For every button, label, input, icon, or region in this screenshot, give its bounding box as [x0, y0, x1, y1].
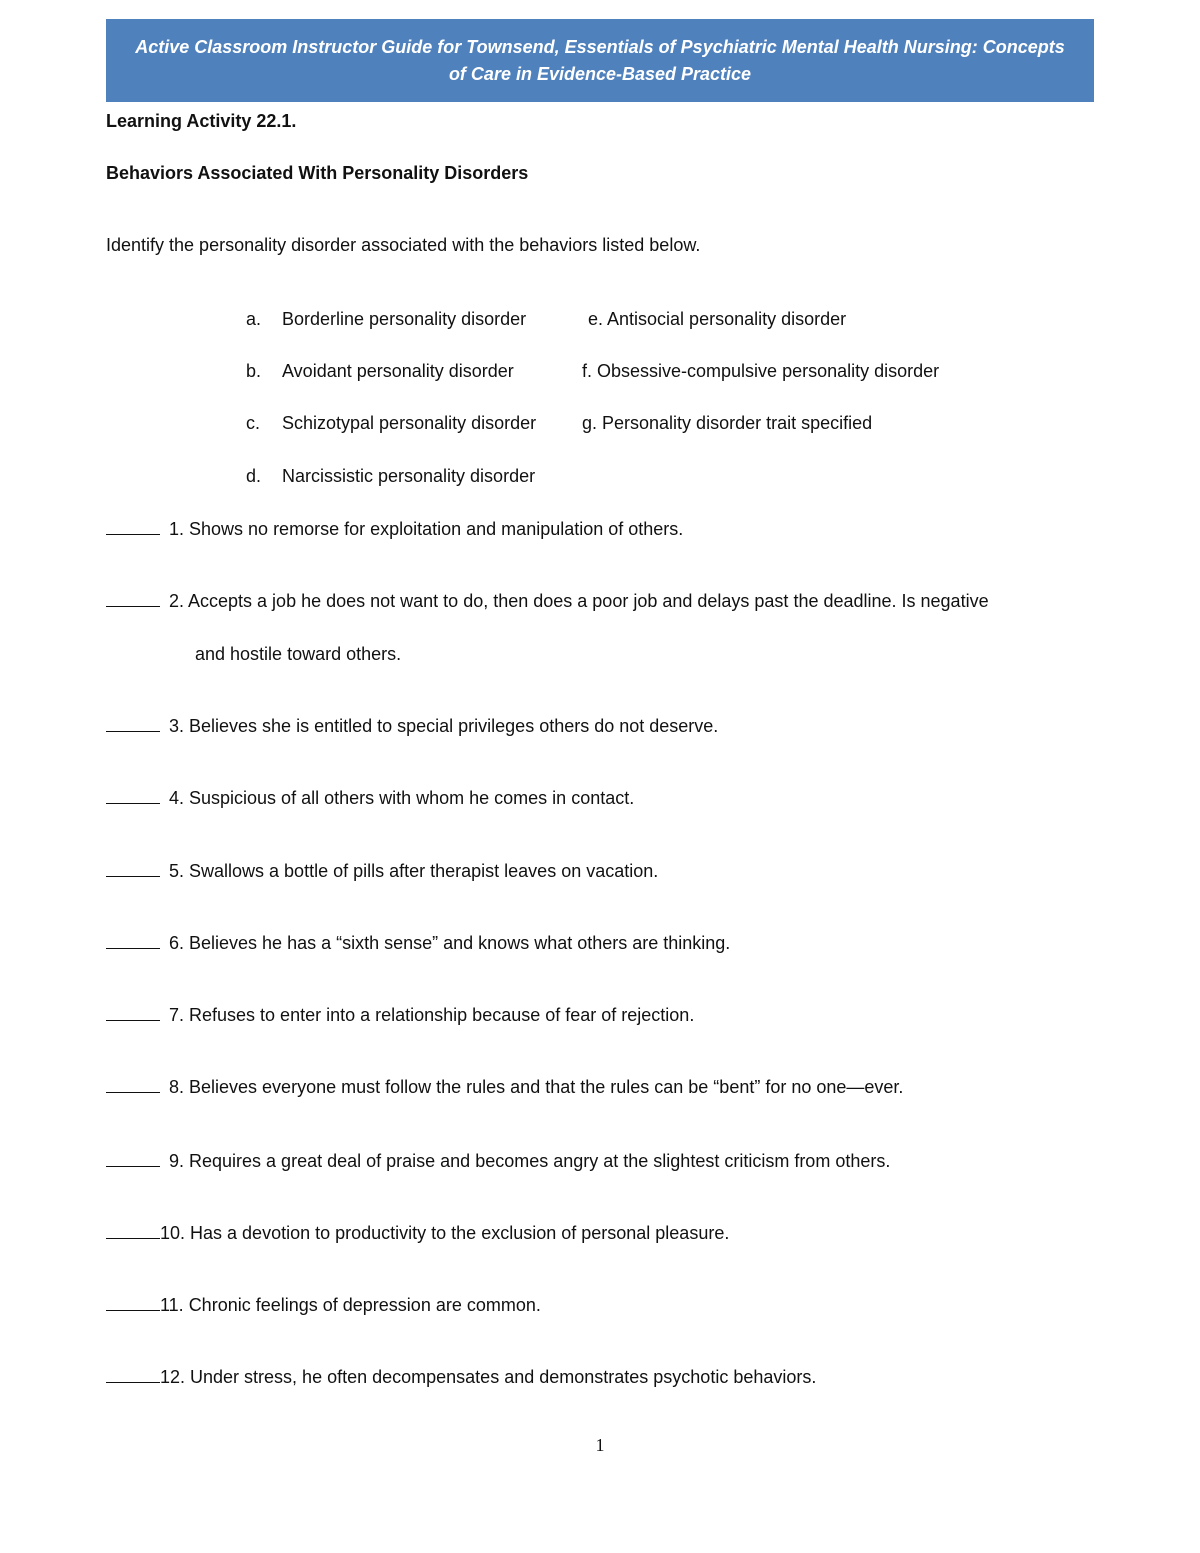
option-b-text: Avoidant personality disorder	[282, 361, 514, 381]
question-6	[106, 932, 730, 954]
answer-blank-8[interactable]	[106, 1076, 160, 1093]
activity-instructions: Identify the personality disorder associated with the behaviors listed below.	[106, 235, 701, 255]
header-title-line-1: Active Classroom Instructor Guide for Townsend, Essentials of Psychiatric Mental Health Nursing: Concepts	[135, 36, 1065, 57]
answer-blank-5[interactable]	[106, 860, 160, 877]
answer-blank-12[interactable]	[106, 1366, 160, 1383]
question-2-continuation: and hostile toward others.	[195, 644, 402, 664]
question-11-text: 11. Chronic feelings of depression are common.	[160, 1295, 541, 1315]
question-2	[106, 590, 989, 612]
question-4	[106, 787, 634, 809]
question-11	[106, 1294, 541, 1316]
question-10	[106, 1222, 729, 1244]
activity-number: Learning Activity 22.1.	[106, 111, 297, 131]
document-header-title	[135, 34, 1065, 88]
option-letter-d: d.	[246, 466, 262, 486]
answer-blank-7[interactable]	[106, 1004, 160, 1021]
answer-blank-3[interactable]	[106, 715, 160, 732]
page-number: 1	[595, 1435, 605, 1455]
question-7	[106, 1004, 694, 1026]
question-3	[106, 715, 718, 737]
answer-blank-2[interactable]	[106, 590, 160, 607]
answer-blank-9[interactable]	[106, 1150, 160, 1167]
question-5	[106, 860, 658, 882]
question-9	[106, 1150, 890, 1172]
question-8	[106, 1076, 903, 1098]
question-9-text: 9. Requires a great deal of praise and becomes angry at the slightest criticism from others.	[164, 1151, 891, 1171]
question-2-text: 2. Accepts a job he does not want to do, then does a poor job and delays past the deadline. Is negative	[164, 591, 989, 611]
question-1-text: 1. Shows no remorse for exploitation and manipulation of others.	[164, 519, 684, 539]
question-8-text: 8. Believes everyone must follow the rules and that the rules can be “bent” for no one—ever.	[164, 1077, 904, 1097]
header-banner	[106, 19, 1094, 102]
question-10-text: 10. Has a devotion to productivity to the exclusion of personal pleasure.	[160, 1223, 730, 1243]
option-letter-b: b.	[246, 361, 262, 381]
header-title-line-2: of Care in Evidence-Based Practice	[448, 63, 752, 84]
option-c-text: Schizotypal personality disorder	[282, 413, 537, 433]
question-1	[106, 518, 683, 540]
option-g-text: g. Personality disorder trait specified	[582, 413, 873, 433]
option-letter-c: c.	[246, 413, 261, 433]
option-e-text: e. Antisocial personality disorder	[588, 309, 847, 329]
activity-title: Behaviors Associated With Personality Disorders	[106, 163, 529, 183]
option-letter-a: a.	[246, 309, 262, 329]
option-f-text: f. Obsessive-compulsive personality disorder	[582, 361, 940, 381]
question-4-text: 4. Suspicious of all others with whom he comes in contact.	[164, 788, 635, 808]
answer-blank-1[interactable]	[106, 518, 160, 535]
question-7-text: 7. Refuses to enter into a relationship because of fear of rejection.	[164, 1005, 695, 1025]
answer-blank-4[interactable]	[106, 787, 160, 804]
option-a-text: Borderline personality disorder	[282, 309, 527, 329]
answer-blank-10[interactable]	[106, 1222, 160, 1239]
question-3-text: 3. Believes she is entitled to special privileges others do not deserve.	[164, 716, 719, 736]
question-12	[106, 1366, 816, 1388]
answer-blank-6[interactable]	[106, 932, 160, 949]
question-6-text: 6. Believes he has a “sixth sense” and knows what others are thinking.	[164, 933, 731, 953]
question-5-text: 5. Swallows a bottle of pills after therapist leaves on vacation.	[164, 861, 659, 881]
answer-blank-11[interactable]	[106, 1294, 160, 1311]
option-d-text: Narcissistic personality disorder	[282, 466, 536, 486]
question-12-text: 12. Under stress, he often decompensates and demonstrates psychotic behaviors.	[160, 1367, 817, 1387]
